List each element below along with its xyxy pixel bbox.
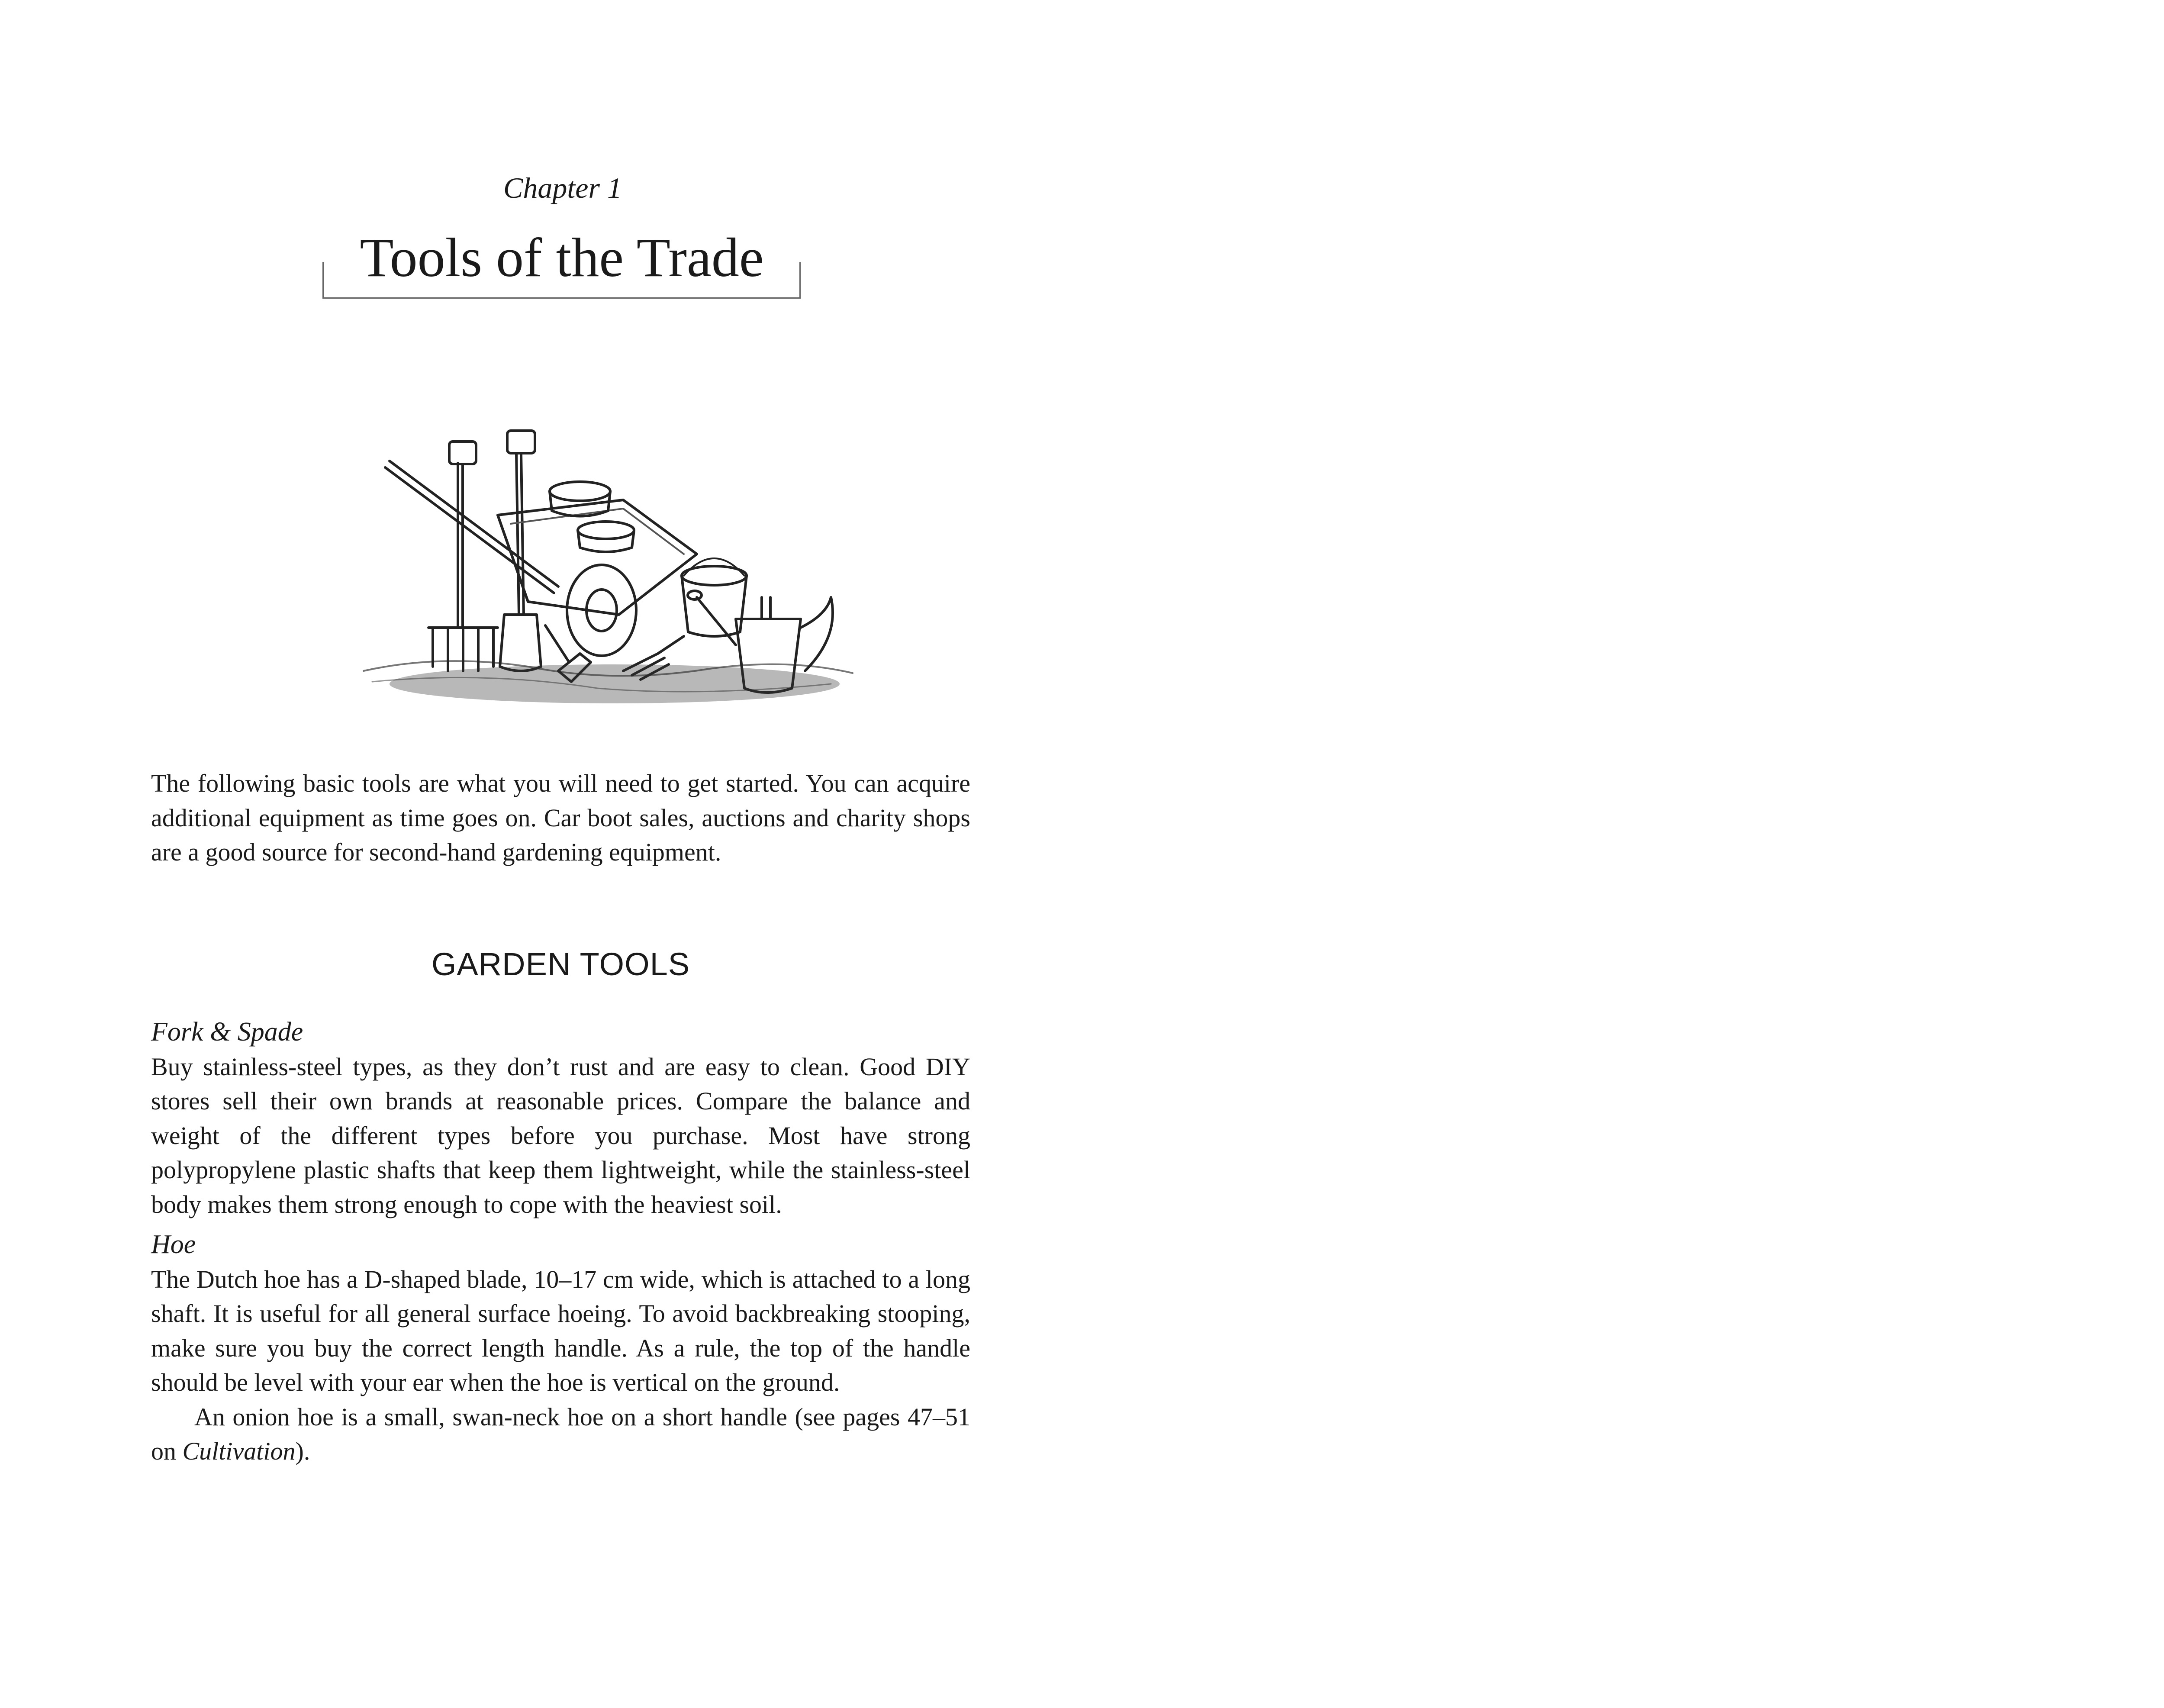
entry-heading: Hoe bbox=[151, 1230, 196, 1259]
chapter-label: Chapter 1 bbox=[503, 171, 622, 204]
wheelbarrow-tools-illustration bbox=[355, 411, 874, 723]
entry-body-text: ). bbox=[295, 1437, 310, 1465]
right-page bbox=[1082, 0, 2164, 1708]
intro-text: The following basic tools are what you will need to get started. You can acquire additional equipment as time goes on. Car boot sales, auctions and charity shops are a good source for second-hand gardening equipment. bbox=[151, 769, 970, 866]
entry-hoe bbox=[151, 1228, 970, 1469]
entry-body-continued bbox=[151, 1400, 970, 1469]
entry-fork-spade bbox=[151, 1015, 970, 1221]
entry-body-text: An onion hoe is a small, swan-neck hoe on a short handle (see pages 47–51 on bbox=[151, 1402, 970, 1465]
left-entries bbox=[151, 1015, 970, 1475]
entry-body: The Dutch hoe has a D-shaped blade, 10–17 cm wide, which is attached to a long shaft. It is useful for all general surface hoeing. To avoid backbreaking stooping, make sure you buy the correct length handle. As a rule, the top of the handle should be level with your ear when the hoe is vertical on the ground. bbox=[151, 1265, 970, 1396]
section-heading: GARDEN TOOLS bbox=[431, 946, 690, 982]
entry-heading: Fork & Spade bbox=[151, 1017, 303, 1047]
chapter-title: Tools of the Trade bbox=[360, 227, 764, 288]
intro-paragraph bbox=[151, 766, 970, 870]
entry-body: Buy stainless-steel types, as they don’t rust and are easy to clean. Good DIY stores sell their own brands at reasonable prices. Compare the balance and weight of the different types before you purchase. Most have strong polypropylene plastic shafts that keep them lightweight, while the stainless-steel body makes them strong enough to cope with the heaviest soil. bbox=[151, 1052, 970, 1218]
cross-reference: Cultivation bbox=[182, 1437, 296, 1465]
